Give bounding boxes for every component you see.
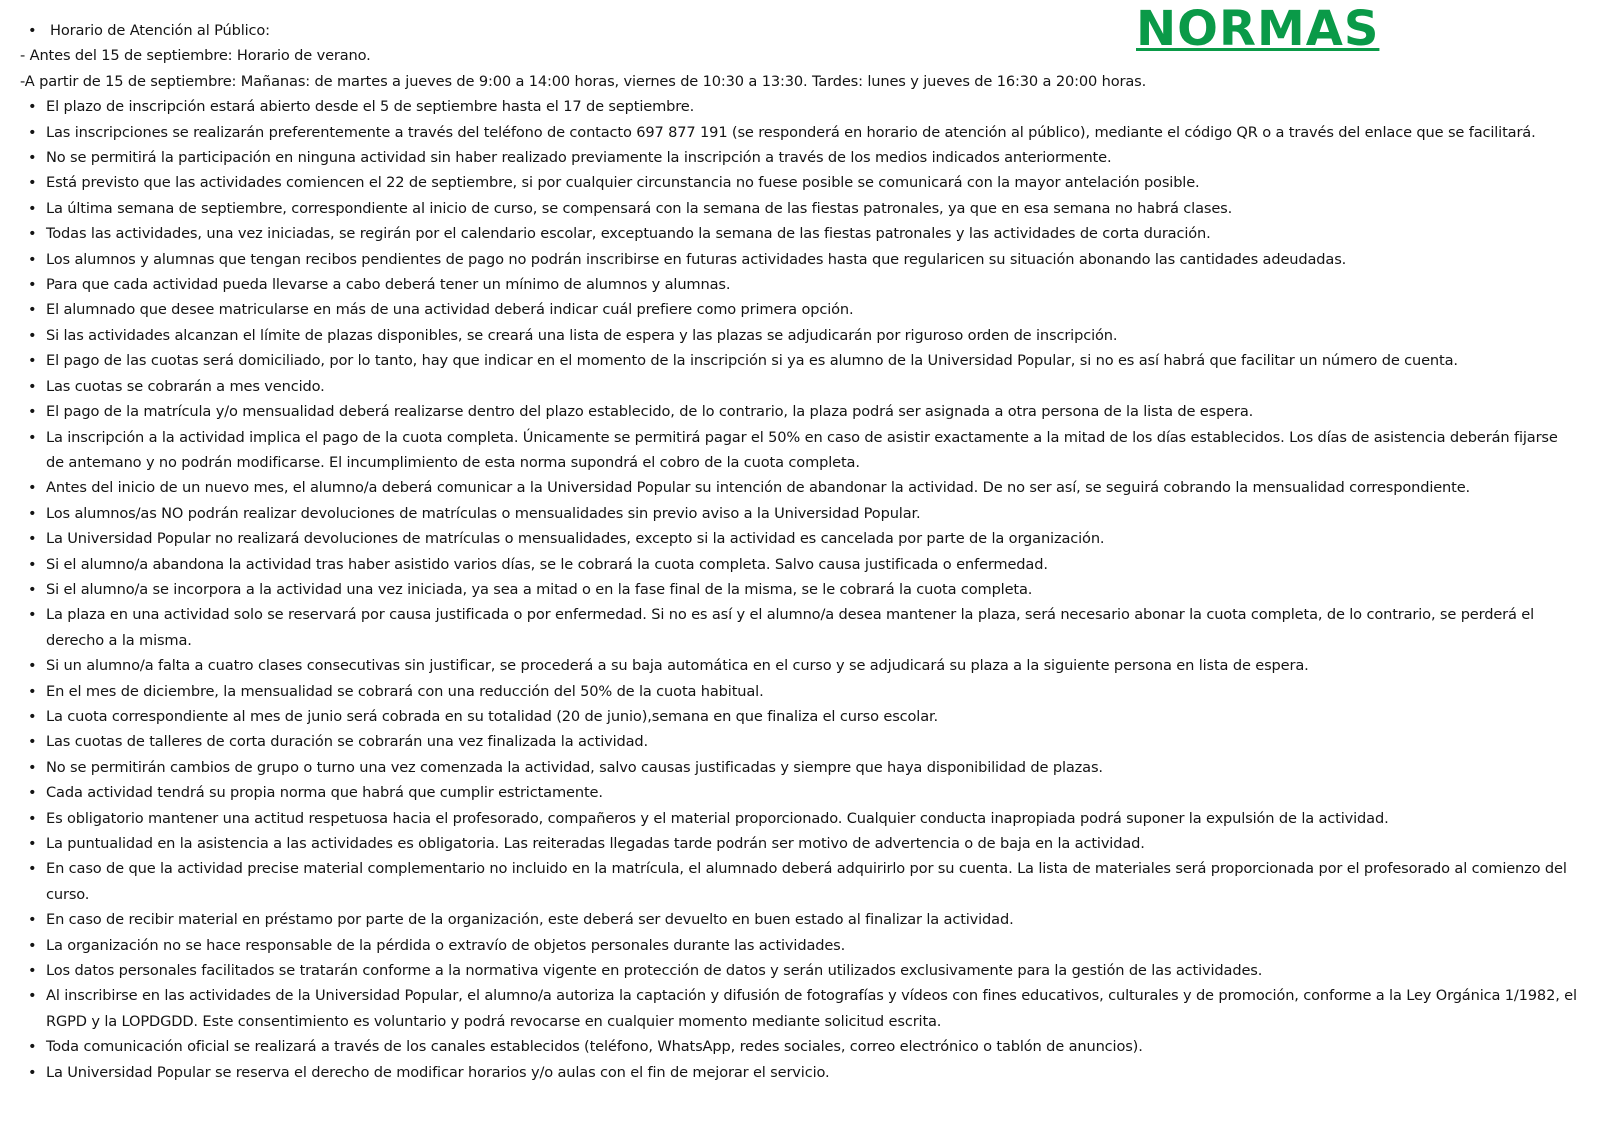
rule-text: La Universidad Popular se reserva el derecho de modificar horarios y/o aulas con el fin de mejorar el servicio. [46, 1063, 830, 1081]
bullet-icon: • [28, 987, 37, 1005]
page-title: NORMAS [1136, 1, 1380, 57]
rule-item [0, 221, 1590, 246]
rule-text: La Universidad Popular no realizará devoluciones de matrículas o mensualidades, excepto si la actividad es cancelada por parte de la organización. [46, 530, 1105, 548]
rule-text: No se permitirán cambios de grupo o turno una vez comenzada la actividad, salvo causas justificadas y siempre que haya disponibilidad de plazas. [46, 758, 1103, 776]
rule-item [0, 983, 1590, 1034]
bullet-icon: • [28, 758, 37, 776]
rule-item [0, 348, 1590, 373]
rule-text: El plazo de inscripción estará abierto desde el 5 de septiembre hasta el 17 de septiembre. [46, 98, 695, 116]
rule-text: El pago de las cuotas será domiciliado, por lo tanto, hay que indicar en el momento de la inscripción si ya es alumno de la Universidad Popular, si no es así habrá que facilitar un número de cuenta. [46, 352, 1458, 370]
rule-item [0, 958, 1590, 983]
rule-item [0, 755, 1590, 780]
rule-item [0, 780, 1590, 805]
bullet-icon: • [28, 22, 37, 39]
bullet-icon: • [28, 250, 37, 268]
rule-text: Está previsto que las actividades comiencen el 22 de septiembre, si por cualquier circunstancia no fuese posible se comunicará con la mayor antelación posible. [46, 174, 1200, 192]
rule-item [0, 1034, 1590, 1059]
rule-text: La inscripción a la actividad implica el pago de la cuota completa. Únicamente se permitirá pagar el 50% en caso de asistir exactamente a la mitad de los días establecidos. Los días de asistencia deberán fijarse de antemano y no podrán modificarse. El incumplimiento de esta norma supondrá el cobro de la cuota completa. [46, 428, 1558, 471]
rule-item [0, 374, 1590, 399]
schedule-heading: Horario de Atención al Público: [50, 22, 270, 39]
bullet-icon: • [28, 682, 37, 700]
rule-item [0, 297, 1590, 322]
rule-text: Las cuotas se cobrarán a mes vencido. [46, 377, 325, 395]
bullet-icon: • [28, 657, 37, 675]
rule-item [0, 907, 1590, 932]
bullet-icon: • [28, 530, 37, 548]
bullet-icon: • [28, 225, 37, 243]
bullet-icon: • [28, 428, 37, 446]
rule-item [0, 577, 1590, 602]
rule-item [0, 247, 1590, 272]
bullet-icon: • [28, 352, 37, 370]
bullet-icon: • [28, 149, 37, 167]
schedule-heading-item [0, 18, 1590, 43]
rule-text: La puntualidad en la asistencia a las actividades es obligatoria. Las reiteradas llegadas tarde podrán ser motivo de advertencia o de baja en la actividad. [46, 835, 1145, 852]
rule-text: No se permitirá la participación en ninguna actividad sin haber realizado previamente la inscripción a través de los medios indicados anteriormente. [46, 149, 1112, 167]
rule-text: Al inscribirse en las actividades de la Universidad Popular, el alumno/a autoriza la captación y difusión de fotografías y vídeos con fines educativos, culturales y de promoción, conforme a la Ley Orgánica 1/1982, el RGPD y la LOPDGDD. Este consentimiento es voluntario y podrá revocarse en cualquier momento mediante solicitud escrita. [46, 987, 1577, 1030]
rule-text: El pago de la matrícula y/o mensualidad deberá realizarse dentro del plazo establecido, de lo contrario, la plaza podrá ser asignada a otra persona de la lista de espera. [46, 403, 1254, 421]
bullet-icon: • [28, 555, 37, 573]
rule-item [0, 831, 1590, 856]
rule-text: Si el alumno/a abandona la actividad tras haber asistido varios días, se le cobrará la cuota completa. Salvo causa justificada o enfermedad. [46, 555, 1048, 573]
rule-text: Antes del inicio de un nuevo mes, el alumno/a deberá comunicar a la Universidad Popular su intención de abandonar la actividad. De no ser así, se seguirá cobrando la mensualidad correspondiente. [46, 479, 1471, 497]
bullet-icon: • [28, 835, 37, 852]
rule-text: La última semana de septiembre, correspondiente al inicio de curso, se compensará con la semana de las fiestas patronales, ya que en esa semana no habrá clases. [46, 199, 1233, 217]
rule-item [0, 933, 1590, 958]
rule-text: Toda comunicación oficial se realizará a través de los canales establecidos (teléfono, WhatsApp, redes sociales, correo electrónico o tablón de anuncios). [46, 1038, 1143, 1056]
rule-item [0, 196, 1590, 221]
rule-item [0, 145, 1590, 170]
bullet-icon: • [28, 326, 37, 344]
bullet-icon: • [28, 276, 37, 294]
bullet-icon: • [28, 199, 37, 217]
rule-text: Si el alumno/a se incorpora a la actividad una vez iniciada, ya sea a mitad o en la fase final de la misma, se le cobrará la cuota completa. [46, 580, 1033, 598]
rule-item [0, 526, 1590, 551]
rule-text: En el mes de diciembre, la mensualidad se cobrará con una reducción del 50% de la cuota habitual. [46, 682, 764, 700]
rule-text: Para que cada actividad pueda llevarse a cabo deberá tener un mínimo de alumnos y alumnas. [46, 276, 731, 294]
rule-item [0, 806, 1590, 831]
bullet-icon: • [28, 123, 37, 141]
rule-text: En caso de recibir material en préstamo por parte de la organización, este deberá ser devuelto en buen estado al finalizar la actividad. [46, 911, 1014, 929]
rule-item [0, 1060, 1590, 1085]
rule-item [0, 323, 1590, 348]
rule-text: Los alumnos y alumnas que tengan recibos pendientes de pago no podrán inscribirse en futuras actividades hasta que regularicen su situación abonando las cantidades adeudadas. [46, 250, 1347, 268]
rule-item [0, 679, 1590, 704]
bullet-icon: • [28, 403, 37, 421]
rule-item [0, 94, 1590, 119]
schedule-line-regular: -A partir de 15 de septiembre: Mañanas: de martes a jueves de 9:00 a 14:00 horas, viernes de 10:30 a 13:30. Tardes: lunes y jueves de 16:30 a 20:00 horas. [20, 72, 1147, 90]
rule-text: Es obligatorio mantener una actitud respetuosa hacia el profesorado, compañeros y el material proporcionado. Cualquier conducta inapropiada podrá suponer la expulsión de la actividad. [46, 809, 1389, 827]
bullet-icon: • [28, 580, 37, 598]
bullet-icon: • [28, 301, 37, 319]
bullet-icon: • [28, 962, 37, 980]
rule-item [0, 704, 1590, 729]
rule-text: La cuota correspondiente al mes de junio será cobrada en su totalidad (20 de junio),semana en que finaliza el curso escolar. [46, 707, 938, 725]
rules-list [0, 94, 1590, 1085]
rule-text: Los alumnos/as NO podrán realizar devoluciones de matrículas o mensualidades sin previo aviso a la Universidad Popular. [46, 504, 921, 522]
rule-text: Todas las actividades, una vez iniciadas, se regirán por el calendario escolar, exceptuando la semana de las fiestas patronales y las actividades de corta duración. [46, 225, 1211, 243]
rule-item [0, 272, 1590, 297]
bullet-icon: • [28, 504, 37, 522]
rule-text: El alumnado que desee matricularse en más de una actividad deberá indicar cuál prefiere como primera opción. [46, 301, 854, 319]
bullet-icon: • [28, 479, 37, 497]
bullet-icon: • [28, 707, 37, 725]
bullet-icon: • [28, 809, 37, 827]
bullet-icon: • [28, 860, 37, 878]
bullet-icon: • [28, 377, 37, 395]
rule-text: La organización no se hace responsable de la pérdida o extravío de objetos personales durante las actividades. [46, 936, 846, 954]
rule-item [0, 120, 1590, 145]
bullet-icon: • [28, 1063, 37, 1081]
bullet-icon: • [28, 98, 37, 116]
rule-item [0, 653, 1590, 678]
rule-item [0, 475, 1590, 500]
rule-item [0, 170, 1590, 195]
rule-item [0, 501, 1590, 526]
rule-item [0, 602, 1590, 653]
rule-item [0, 399, 1590, 424]
bullet-icon: • [28, 936, 37, 954]
bullet-icon: • [28, 174, 37, 192]
rule-item [0, 729, 1590, 754]
bullet-icon: • [28, 606, 37, 624]
bullet-icon: • [28, 784, 37, 802]
rule-text: Los datos personales facilitados se tratarán conforme a la normativa vigente en protección de datos y serán utilizados exclusivamente para la gestión de las actividades. [46, 962, 1263, 980]
rule-text: La plaza en una actividad solo se reservará por causa justificada o por enfermedad. Si no es así y el alumno/a desea mantener la plaza, será necesario abonar la cuota completa, de lo contrario, se perderá el derecho a la misma. [46, 606, 1535, 649]
rule-text: Si las actividades alcanzan el límite de plazas disponibles, se creará una lista de espera y las plazas se adjudicarán por riguroso orden de inscripción. [46, 326, 1118, 344]
schedule-line-summer: - Antes del 15 de septiembre: Horario de verano. [20, 47, 371, 65]
rule-text: Las cuotas de talleres de corta duración se cobrarán una vez finalizada la actividad. [46, 733, 649, 751]
bullet-icon: • [28, 1038, 37, 1056]
rule-text: En caso de que la actividad precise material complementario no incluido en la matrícula, el alumnado deberá adquirirlo por su cuenta. La lista de materiales será proporcionada por el profesorado al comienzo del curso. [46, 860, 1567, 903]
bullet-icon: • [28, 733, 37, 751]
rule-text: Cada actividad tendrá su propia norma que habrá que cumplir estrictamente. [46, 784, 603, 802]
rule-text: Si un alumno/a falta a cuatro clases consecutivas sin justificar, se procederá a su baja automática en el curso y se adjudicará su plaza a la siguiente persona en lista de espera. [46, 657, 1309, 675]
rule-text: Las inscripciones se realizarán preferentemente a través del teléfono de contacto 697 877 191 (se responderá en horario de atención al público), mediante el código QR o a través del enlace que se facilitará. [46, 123, 1536, 141]
rule-item [0, 425, 1590, 476]
rule-item [0, 856, 1590, 907]
rule-item [0, 552, 1590, 577]
bullet-icon: • [28, 911, 37, 929]
rules-content [0, 18, 1590, 1085]
